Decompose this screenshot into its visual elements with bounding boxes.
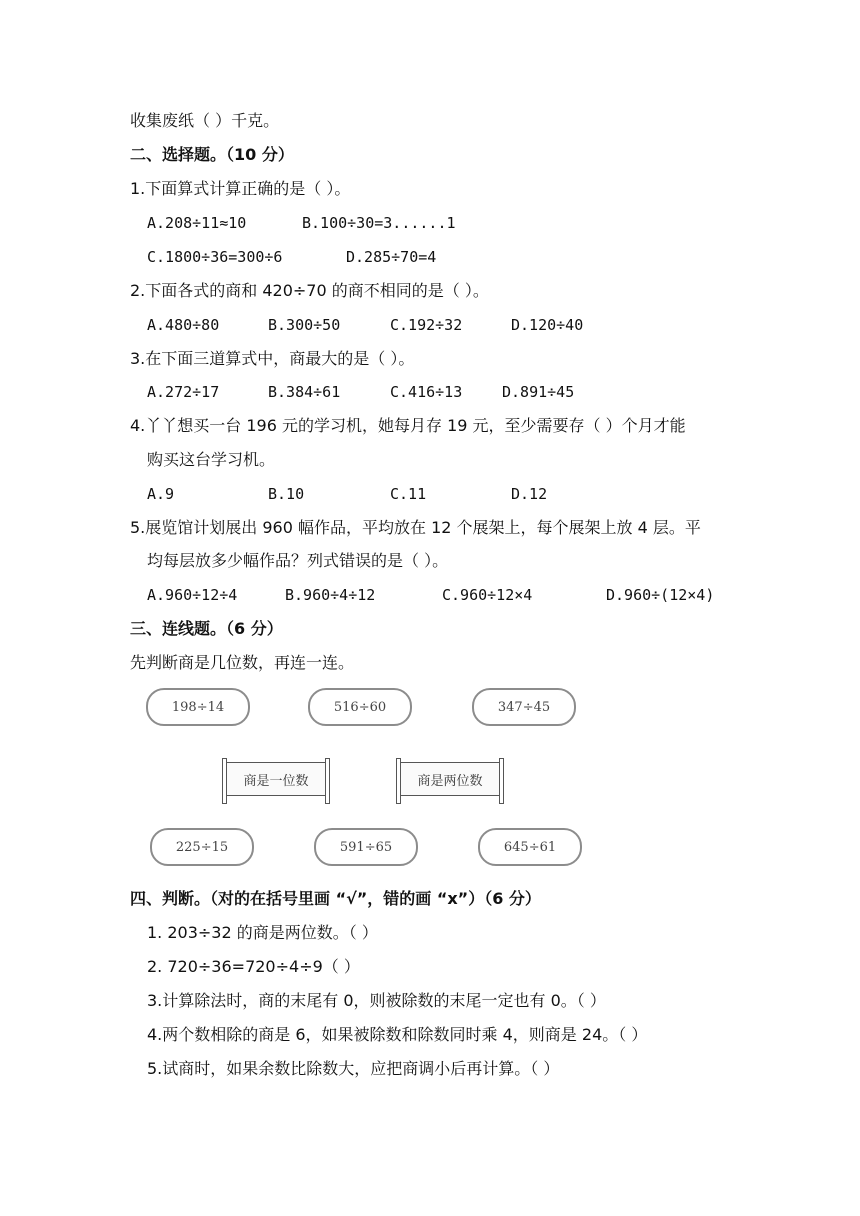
scroll-rod-right [499,758,504,804]
intro-tail-text: 收集废纸（ ）千克。 [130,111,280,130]
q2-option-a: A.480÷80 [147,316,220,334]
q2-option-c: C.192÷32 [390,316,463,334]
q3-option-c: C.416÷13 [390,383,463,401]
q1-option-b: B.100÷30=3......1 [302,214,456,232]
q3-option-d: D.891÷45 [502,383,575,401]
q2-text: 2.下面各式的商和 420÷70 的商不相同的是（ ）。 [130,281,489,300]
q4-text: 4.丫丫想买一台 196 元的学习机，她每月存 19 元，至少需要存（ ）个月才能 [130,416,686,435]
section3-title: 三、连线题。（6 分） [130,619,283,638]
label-one-digit-quotient[interactable] [224,762,328,796]
q3-text: 3.在下面三道算式中，商最大的是（ ）。 [130,349,415,368]
top-oval-2[interactable]: 516÷60 [308,688,412,726]
label-one-digit-text: 商是一位数 [243,773,309,789]
q1-option-a: A.208÷11≈10 [147,214,247,232]
bottom-oval-2[interactable]: 591÷65 [314,828,418,866]
judgement-item-3: 3.计算除法时，商的末尾有 0，则被除数的末尾一定也有 0。（ ） [147,991,606,1010]
judgement-item-4: 4.两个数相除的商是 6，如果被除数和除数同时乘 4，则商是 24。（ ） [147,1025,648,1044]
q1-text: 1.下面算式计算正确的是（ ）。 [130,179,351,198]
bottom-oval-3[interactable]: 645÷61 [478,828,582,866]
q3-option-b: B.384÷61 [268,383,341,401]
section3-instruction: 先判断商是几位数，再连一连。 [130,653,355,672]
q5-option-c: C.960÷12×4 [442,586,533,604]
q4-text-continued: 购买这台学习机。 [147,450,276,469]
section4-title: 四、判断。（对的在括号里画 “√”，错的画 “x”）（6 分） [130,889,541,908]
q4-option-a: A.9 [147,485,175,503]
judgement-item-5: 5.试商时，如果余数比除数大，应把商调小后再计算。（ ） [147,1059,560,1078]
label-two-digit-quotient[interactable] [398,762,502,796]
judgement-item-2: 2. 720÷36=720÷4÷9（ ） [147,957,360,976]
label-two-digit-text: 商是两位数 [417,773,483,789]
q5-text-continued: 均每层放多少幅作品？列式错误的是（ ）。 [147,551,449,570]
q2-option-d: D.120÷40 [511,316,584,334]
q5-option-d: D.960÷(12×4) [606,586,715,604]
q4-option-d: D.12 [511,485,548,503]
q4-option-b: B.10 [268,485,305,503]
q1-option-d: D.285÷70=4 [346,248,437,266]
q1-option-c: C.1800÷36=300÷6 [147,248,283,266]
q3-option-a: A.272÷17 [147,383,220,401]
q4-option-c: C.11 [390,485,427,503]
q5-option-a: A.960÷12÷4 [147,586,238,604]
scroll-rod-left [222,758,227,804]
top-oval-1[interactable]: 198÷14 [146,688,250,726]
section2-title: 二、选择题。（10 分） [130,145,294,164]
bottom-oval-1[interactable]: 225÷15 [150,828,254,866]
matching-diagram [130,680,600,872]
q2-option-b: B.300÷50 [268,316,341,334]
q5-option-b: B.960÷4÷12 [285,586,376,604]
scroll-rod-left [396,758,401,804]
judgement-item-1: 1. 203÷32 的商是两位数。（ ） [147,923,378,942]
q5-text: 5.展览馆计划展出 960 幅作品，平均放在 12 个展架上，每个展架上放 4 层。平 [130,518,701,537]
top-oval-3[interactable]: 347÷45 [472,688,576,726]
scroll-rod-right [325,758,330,804]
